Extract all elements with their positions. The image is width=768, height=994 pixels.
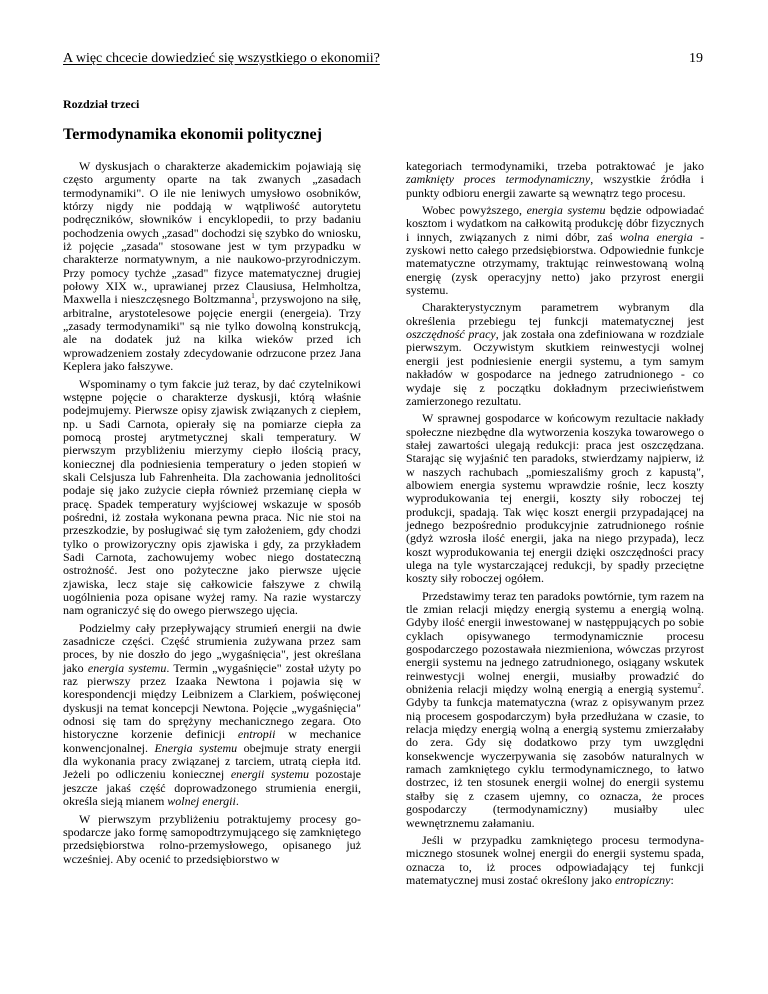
- footnote-ref: 1: [251, 292, 255, 301]
- chapter-title: Termodynamika ekonomii politycznej: [63, 126, 322, 143]
- chapter-label: Rozdział trzeci: [63, 97, 140, 111]
- left-column: [63, 160, 361, 866]
- paragraph: Wobec powyższego, energia systemu będzie odpowiadać kosztom i wydatkom na całkowitą produkcję dóbr fizycznych i innych, związanych z nimi dóbr, zaś wolna energia - zyskowi netto całego przedsiębiorstwa. Odpowiednie funkcje matematyczne otrzymamy, traktując reinwestowaną wolną energię (zysk operacyjny netto) jako przyrost energii systemu.: [406, 203, 705, 298]
- paragraph: Wspominamy o tym fakcie już teraz, by dać czytelnikowi wstępne pojęcie o charakterze dyskusji, którą właśnie podejmujemy. Pierwsze opisy zjawisk związanych z ciepłem, np. u Sadi Carnota, opierały się na pomiarze ciepła za pomocą prostej arytmetycznej skali temperatury. W pierwszym przybliżeniu mierzymy ciepło ilością pracy, koniecznej dla podniesienia temperatury o jeden stopień w skali Celsjusza lub Fahrenheita. Dla zachowania jednolitości podaje się jako zużycie ciepła również przemianę ciepła w pracę. Spadek temperatury wyjściowej wskazuje w sposób pośredni, iż została wykonana pewna praca. Nic nie stoi na przeszkodzie, by posługiwać się tym założeniem, gdy chodzi tylko o prowizoryczny opis zjawiska i gdy, za przykładem Sadi Carnota, zachowujemy wobec niego dostateczną ostrożność. Jest ono pożyteczne jako pierwsze ujęcie zjawiska, lecz staje się całkowicie fałszywe z chwilą uogólnienia poza opisane wyżej ramy. Na razie wystarczy nam ograniczyć się do owego pierwszego ujęcia.: [63, 376, 361, 618]
- paragraph: Charakterystycznym parametrem wybranym dla określenia przebiegu tej funkcji matematycznej jest oszczędność pracy, jak została ona zdefiniowana w rozdziale pierwszym. Oczywistym skutkiem reinwestycji wolnej energii jest podniesienie energii systemu, a tym samym nakładów w gospodarce na jednego zatrudnionego - co wydaje się z początku dokładnym przeciwieństwem zamierzonego rezultatu.: [406, 300, 704, 408]
- paragraph: W pierwszym przybliżeniu potraktujemy procesy gospodarcze jako formę samopodtrzymującego się zamkniętego przedsiębiorstwa rolno-przemysłowego, opisanego już wcześniej. Aby ocenić to przedsiębiorstwo w: [63, 811, 361, 866]
- paragraph: kategoriach termodynamiki, trzeba potraktować je jako zamknięty proces termodynamiczny, wszystkie źródła i punkty odbioru energii zawarte są wewnątrz tego procesu.: [406, 159, 704, 200]
- paragraph: W dyskusjach o charakterze akademickim pojawiają się często argumenty oparte na tak zwanych „zasadach termodynamiki". O ile nie leniwych umysłowo osobników, którzy nigdy nie poddają w wątpliwość autorytetu podręczników, słowników i encyklopedii, to przy badaniu pochodzenia owych „zasad" dochodzi się szybko do wniosku, iż pojęcie „zasada" stosowane jest w tym przypadku w charakterze normatywnym, a nie naukowo-przyrodniczym. Przy pomocy tychże „zasad" fizyce matematycznej drugiej połowy XIX w., uprawianej przez Clausiusa, Helmholtza, Maxwella i nieszczęsnego Boltzmanna$^1$, przyswojono na siłę, arbitralne, arystotelesowe pojęcie energii (energeia). Trzy „zasady termodynamiki" są nie tylko dowolną konstrukcją, ale na dodatek już na kilka wieków przed ich wprowadzeniem zostały zdecydowanie odrzucone przez Jana Keplera jako fałszywe.: [63, 159, 362, 374]
- running-title: A więc chcecie dowiedzieć się wszystkiego o ekonomii?: [63, 51, 380, 66]
- running-header: [63, 51, 703, 71]
- document-page: [63, 0, 703, 994]
- page-number: 19: [689, 51, 703, 66]
- paragraph: Jeśli w przypadku zamkniętego procesu termodynamicznego stosunek wolnej energii do energii systemu spada, oznacza to, iż proces odpowiadający tej funkcji matematycznej musi zostać określony jako entropiczny:: [406, 832, 704, 887]
- paragraph: Podzielmy cały przepływający strumień energii na dwie zasadnicze części. Część strumienia zużywana przez sam proces, by nie doszło do jego „wygaśnięcia", jest określana jako energia systemu. Termin „wygaśnięcie" został użyty po raz pierwszy przez Izaaka Newtona i pojawia się w korespondencji między Leibnizem a Clarkiem, poświęconej dyskusji na temat koncepcji Newtona. Pojęcie „wygaśnięcia" odnosi się tam do sprężyny mechanicznego zegara. Oto historyczne korzenie definicji entropii w mechanice konwencjonalnej. Energia systemu obejmuje straty energii dla wykonania pracy związanej z tarciem, utratą ciepła itd. Jeżeli po odliczeniu koniecznej energii systemu pozostaje jeszcze jakaś część doprowadzonego strumienia energii, określa sieją mianem wolnej energii.: [63, 620, 362, 809]
- paragraph: W sprawnej gospodarce w końcowym rezultacie nakłady społeczne niezbędne dla wytworzenia koszyka towarowego o stałej zawartości ulegają redukcji: praca jest oszczędzana. Starając się wyjaśnić ten paradoks, stwierdzamy najpierw, iż w naszych rachubach „pomieszaliśmy groch z kapustą", albowiem energia systemu wprawdzie rośnie, lecz koszty wyprodukowania tej energii, koszty siły roboczej tej produkcji, spadają. Tak więc koszt energii przypadającej na jednego bezpośrednio produkcyjnie zatrudnionego rośnie (gdyż wzrosła ilość energii, jaka na niego przypada), lecz koszt wyprodukowania tej energii dzięki oszczędności pracy ulega na tyle wystarczającej redukcji, by spadły przeciętne koszty siły roboczej ogółem.: [406, 411, 704, 586]
- footnote-ref: 2: [697, 682, 701, 691]
- right-column: [406, 160, 704, 887]
- paragraph: Przedstawimy teraz ten paradoks powtórnie, tym razem na tle zmian relacji między energią systemu a energią wolną. Gdyby ilość energii inwestowanej w następpujących po sobie cyklach opisywanego termodynamicznie procesu gospodarczego pozostawała niezmieniona, wówczas przyrost energii systemu na jednego zatrudnionego, osiągany wskutek reinwestycji wolnej energii, musiałby prowadzić do obniżenia relacji między wolną energią a energią systemu$^2$. Gdyby ta funkcja matematyczna (wraz z opisywanym przez nią procesem gospodarczym) była przedłużana w czasie, to relacja między energią wolną a energią systemu zmierzałaby do zera. Gdy się dodatkowo przy tym uwzględni konsekwencje wyczerpywania się zasobów naturalnych w ramach zamkniętego cyklu termodynamicznego, to łatwo dostrzec, iż ten stosunek energii wolnej do energii systemu stałby się z czasem ujemny, co oznacza, że proces gospodarczy (termodynamiczny) musiałby ulec wewnętrznemu załamaniu.: [406, 588, 704, 830]
